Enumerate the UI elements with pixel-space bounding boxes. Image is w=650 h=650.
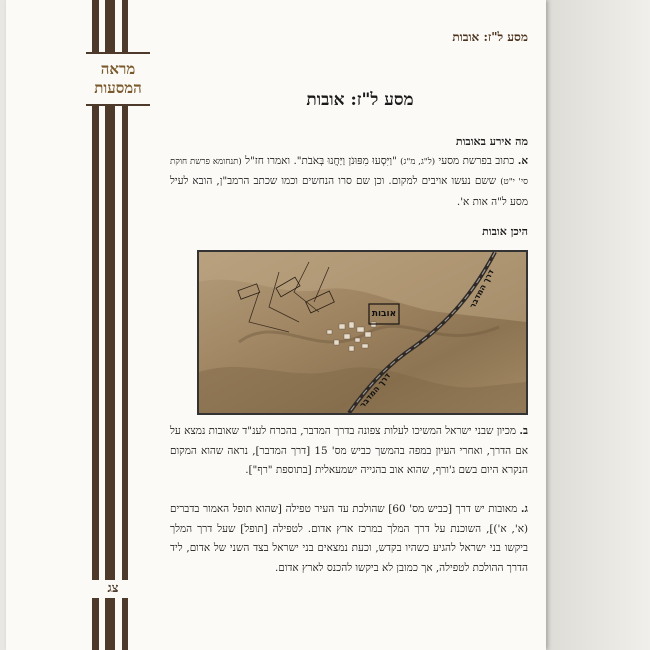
- map-label-road-bottom: דרך המדבר: [357, 371, 393, 410]
- paragraph-g-text: מאובות יש דרך [כביש מס' 60] שהולכת עד העיר טפילה [שהוא תופל האמור בדברים (א', א')], השוכנת על דרך המלך במרכז ארץ אדום. לטפילה [תופל] שעל דרך המלך ביקשו בני ישראל להגיע כשהיו בקדש, וכעת נמצאים בני ישראל בצד השני של אדום, ליד הדרך ההולכת לטפילה, אך כמובן לא ביקשו להכנס לארץ אדום.: [170, 503, 528, 574]
- satellite-map-image: [199, 252, 526, 413]
- section-2: [170, 222, 528, 242]
- paragraph-b: [170, 422, 528, 481]
- section-1-ref: (ל"ג, מ"ג): [400, 156, 436, 167]
- section-2-heading: היכן אובות: [482, 225, 528, 238]
- paragraph-letter-b: ב.: [519, 425, 528, 437]
- page-title: מסע ל"ז: אובות: [306, 90, 414, 110]
- paragraph-letter-a: א.: [517, 154, 529, 167]
- section-1-paragraph: [170, 152, 528, 213]
- map-label-road-top: דרך המדבר: [467, 267, 496, 310]
- sidebar-title-line1: מראה: [100, 60, 136, 78]
- page-number: צג: [88, 580, 138, 598]
- section-1-text: כתוב בפרשת מסעי: [435, 154, 518, 167]
- section-1-heading: מה אירע באובות: [455, 135, 528, 148]
- paragraph-letter-g: ג.: [520, 503, 528, 515]
- page-gutter-shadow: [546, 0, 650, 650]
- paragraph-g: [170, 500, 528, 578]
- section-1-source: (תנחומא פרשת חוקת סי' י"ט): [170, 156, 528, 187]
- running-head: מסע ל"ז: אובות: [452, 30, 528, 44]
- sidebar-book-title: [86, 52, 150, 106]
- map-label-site: אובות: [371, 309, 397, 319]
- satellite-map: [197, 250, 528, 415]
- section-1-quote: "וַיִּסְעוּ מִפּוּנֹן וַיַּחֲנוּ בְּאֹבֹת". ואמרו חז"ל: [245, 154, 401, 167]
- section-1: [170, 132, 528, 212]
- paragraph-b-text: מכיון שבני ישראל המשיכו לעלות צפונה בדרך המדבר, בהכרח לענ"ד שאובות נמצא על אם הדרך, ואחרי העיון במפה בהמשך כביש מס' 15 [דרך המדבר], נראה שהוא המקום הנקרא היום בשם ג'ורף, שהוא אוב בהגייה ישמעאלית [בתוספת "רף"].: [170, 425, 528, 476]
- section-1-text-2: ששם נעשו אויבים למקום. וכן שם סרו הנחשים וכמו שכתב הרמב"ן, הובא לעיל מסע ל"ה אות א'.: [170, 175, 528, 208]
- sidebar-title-line2: המסעות: [94, 79, 142, 97]
